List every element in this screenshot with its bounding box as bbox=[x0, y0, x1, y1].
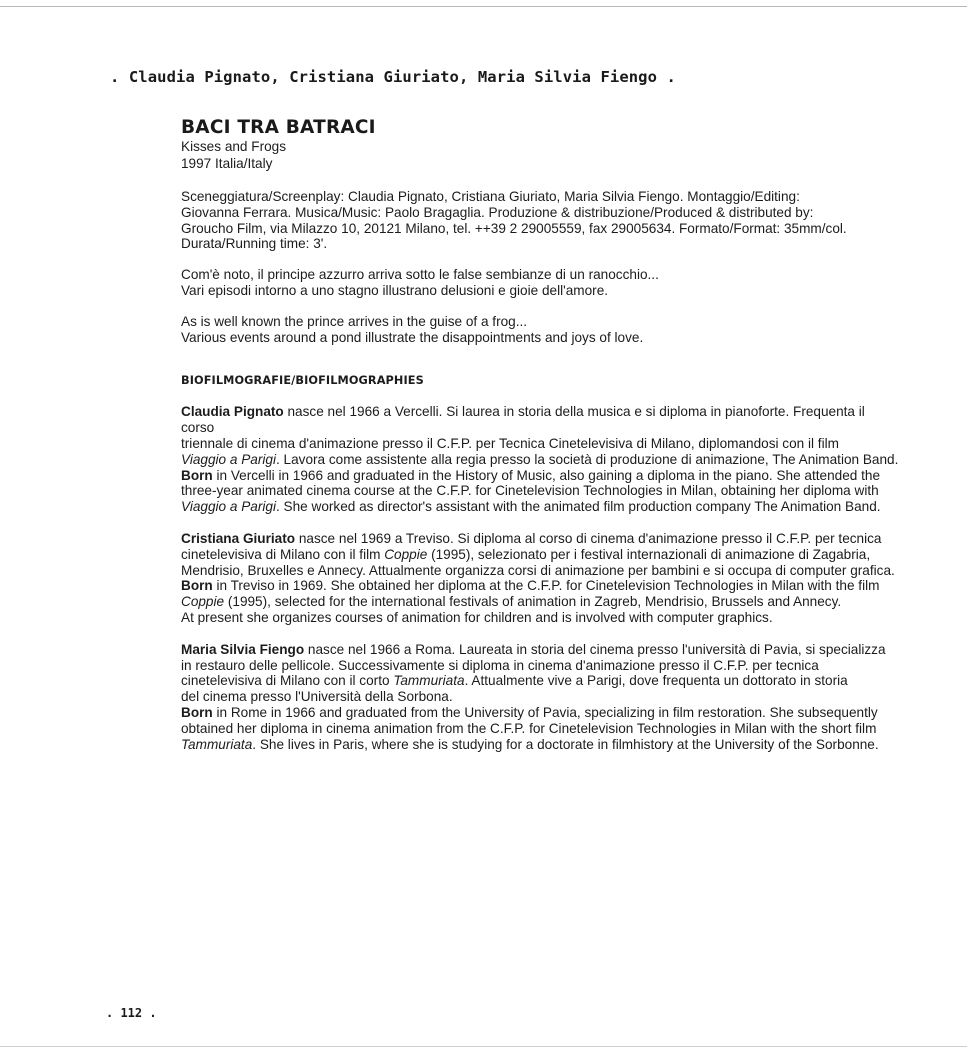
born-label: Born bbox=[181, 578, 213, 594]
bottom-rule bbox=[0, 1046, 967, 1047]
film-title-italic: Coppie bbox=[181, 594, 225, 610]
bio-text: del cinema presso l'Università della Sorbona. bbox=[181, 689, 453, 705]
synopsis-line: As is well known the prince arrives in the guise of a frog... bbox=[181, 313, 528, 329]
bio-maria-silvia-fiengo bbox=[181, 642, 901, 753]
credits-line: Sceneggiatura/Screenplay: Claudia Pignato, Cristiana Giuriato, Maria Silvia Fiengo. Montaggio/Editing: bbox=[181, 189, 800, 204]
biofilmographies-heading: BIOFILMOGRAFIE/BIOFILMOGRAPHIES bbox=[181, 374, 424, 388]
bio-text: nasce nel 1969 a Treviso. Si diploma al corso di cinema d'animazione presso il C.F.P. per tecnica bbox=[295, 530, 882, 546]
page-number: . 112 . bbox=[106, 1006, 157, 1020]
bio-text: three-year animated cinema course at the C.F.P. for Cinetelevision Technologies in Milan, obtaining her diploma with bbox=[181, 483, 879, 499]
film-entry bbox=[181, 117, 901, 752]
bio-text: cinetelevisiva di Milano con il corto bbox=[181, 673, 394, 689]
bio-text: nasce nel 1966 a Vercelli. Si laurea in storia della musica e si diploma in pianoforte. Frequenta il corso bbox=[181, 404, 865, 436]
credits-line: Giovanna Ferrara. Musica/Music: Paolo Bragaglia. Produzione & distribuzione/Produced & distributed by: bbox=[181, 204, 814, 220]
bio-text: in Vercelli in 1966 and graduated in the History of Music, also gaining a diploma in the piano. She attended the bbox=[212, 467, 881, 483]
film-title-italic: Coppie bbox=[384, 546, 428, 562]
authors-header: . Claudia Pignato, Cristiana Giuriato, Maria Silvia Fiengo . bbox=[110, 68, 676, 86]
bio-text: nasce nel 1966 a Roma. Laureata in storia del cinema presso l'università di Pavia, si specializza bbox=[304, 641, 886, 657]
born-label: Born bbox=[181, 467, 213, 483]
credits-paragraph bbox=[181, 189, 901, 252]
year-country: 1997 Italia/Italy bbox=[181, 155, 273, 171]
bio-text: . She lives in Paris, where she is studying for a doctorate in filmhistory at the University of the Sorbonne. bbox=[252, 736, 879, 752]
bio-cristiana-giuriato bbox=[181, 531, 901, 626]
bio-text: (1995), selezionato per i festival internazionali di animazione di Zagabria, bbox=[427, 546, 871, 562]
bio-claudia-pignato bbox=[181, 404, 901, 515]
synopsis-line: Com'è noto, il principe azzurro arriva sotto le false sembianze di un ranocchio... bbox=[181, 267, 659, 283]
credits-line: Groucho Film, via Milazzo 10, 20121 Milano, tel. ++39 2 29005559, fax 29005634. Formato/Format: 35mm/col. bbox=[181, 220, 847, 236]
credits-line: Durata/Running time: 3'. bbox=[181, 236, 328, 252]
born-label: Born bbox=[181, 704, 213, 720]
bio-name: Maria Silvia Fiengo bbox=[181, 641, 305, 657]
synopsis-english bbox=[181, 314, 901, 346]
bio-text: cinetelevisiva di Milano con il film bbox=[181, 546, 385, 562]
bio-text: . She worked as director's assistant with the animated film production company The Animation Band. bbox=[275, 499, 881, 515]
synopsis-line: Various events around a pond illustrate the disappointments and joys of love. bbox=[181, 329, 644, 345]
synopsis-line: Vari episodi intorno a uno stagno illustrano delusioni e gioie dell'amore. bbox=[181, 282, 609, 298]
bio-text: Mendrisio, Bruxelles e Annecy. Attualmente organizza corsi di animazione per bambini e si occupa di computer grafica. bbox=[181, 562, 895, 578]
film-title-italic: Viaggio a Parigi bbox=[181, 451, 276, 467]
bio-text: in restauro delle pellicole. Successivamente si diploma in cinema d'animazione presso il C.F.P. per tecnica bbox=[181, 657, 819, 673]
bio-text: obtained her diploma in cinema animation from the C.F.P. for Cinetelevision Technologies in Milan with the short film bbox=[181, 720, 877, 736]
bio-text: . Attualmente vive a Parigi, dove frequenta un dottorato in storia bbox=[464, 673, 848, 689]
bio-text: At present she organizes courses of animation for children and is involved with computer graphics. bbox=[181, 609, 773, 625]
film-title-italic: Tammuriata bbox=[181, 736, 253, 752]
bio-text: in Treviso in 1969. She obtained her diploma at the C.F.P. for Cinetelevision Technologies in Milan with the film bbox=[212, 578, 880, 594]
film-title: BACI TRA BATRACI bbox=[181, 117, 376, 138]
english-title: Kisses and Frogs bbox=[181, 139, 287, 154]
bio-text: in Rome in 1966 and graduated from the University of Pavia, specializing in film restoration. She subsequently bbox=[212, 704, 878, 720]
bio-text: (1995), selected for the international festivals of animation in Zagreb, Mendrisio, Brussels and Annecy. bbox=[224, 594, 842, 610]
bio-name: Claudia Pignato bbox=[181, 404, 284, 420]
film-title-italic: Viaggio a Parigi bbox=[181, 499, 276, 515]
top-rule bbox=[0, 6, 967, 7]
bio-name: Cristiana Giuriato bbox=[181, 530, 296, 546]
bio-text: . Lavora come assistente alla regia presso la società di produzione di animazione, The Animation Band. bbox=[275, 451, 899, 467]
bio-text: triennale di cinema d'animazione presso il C.F.P. per Tecnica Cinetelevisiva di Milano, diplomandosi con il film bbox=[181, 435, 839, 451]
film-title-italic: Tammuriata bbox=[393, 673, 465, 689]
synopsis-italian bbox=[181, 267, 901, 299]
